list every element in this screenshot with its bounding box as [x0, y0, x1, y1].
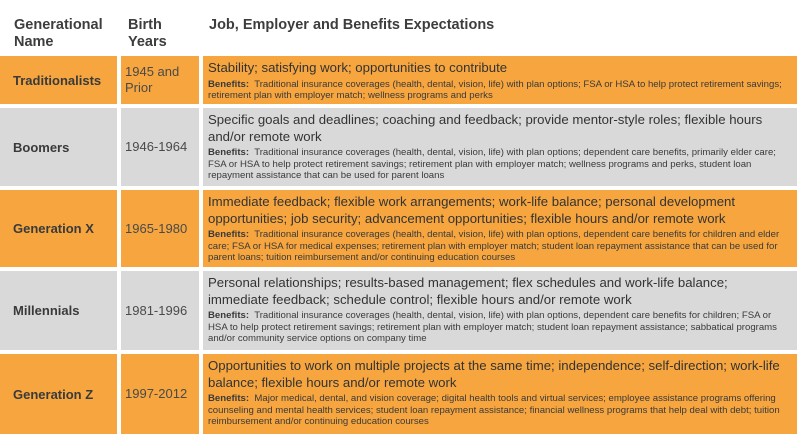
generation-name: Boomers — [0, 108, 117, 186]
birth-years: 1997-2012 — [121, 354, 199, 434]
benefits-text — [208, 79, 791, 102]
benefits-label: Benefits: — [208, 78, 250, 90]
benefits-label: Benefits: — [208, 310, 250, 321]
header-birth-years: Birth Years — [128, 17, 167, 50]
birth-years: 1965-1980 — [121, 190, 199, 267]
table-row-traditionalists — [0, 56, 797, 104]
expectations-text: Opportunities to work on multiple projects at the same time; independence; self-direction; work-life balance; flexible hours and/or remote work — [208, 358, 780, 390]
table-row-generation-x — [0, 190, 797, 267]
benefits-text — [208, 310, 791, 345]
benefits-label: Benefits: — [208, 229, 250, 240]
birth-years: 1946-1964 — [121, 108, 199, 186]
benefits-detail: Traditional insurance coverages (health, dental, vision, life) with plan options, dependent care benefits for children; FSA or HSA to help protect retirement savings; retirement plan with employer match; student loan repayment assistance; sabbatical programs and/or community service options on company time — [208, 310, 777, 345]
table-row-boomers — [0, 108, 797, 186]
benefits-detail: Major medical, dental, and vision coverage; digital health tools and virtual services; employee assistance programs offering counseling and mental health services; student loan repayment assistance; financial wellness programs that help deal with debt; tuition reimbursement and/or continuing education courses — [208, 393, 780, 428]
header-generational-name: Generational Name — [14, 17, 103, 50]
benefits-label: Benefits: — [208, 147, 250, 158]
generation-name: Millennials — [0, 271, 117, 350]
benefits-text — [208, 393, 791, 428]
birth-years: 1981-1996 — [121, 271, 199, 350]
benefits-label: Benefits: — [208, 393, 250, 404]
benefits-detail: Traditional insurance coverages (health, dental, vision, life) with plan options; FSA or HSA to help protect retirement savings; retirement plan with employer match; wellness programs and perks — [208, 78, 782, 102]
header-expectations: Job, Employer and Benefits Expectations — [209, 17, 495, 33]
generation-name: Generation X — [0, 190, 117, 267]
expectations-text: Immediate feedback; flexible work arrangements; work-life balance; personal development opportunities; job security; advancement opportunities; flexible hours and/or remote work — [208, 194, 736, 226]
expectations-cell — [203, 108, 797, 186]
benefits-text — [208, 229, 791, 264]
table-header — [0, 0, 800, 52]
birth-years: 1945 and Prior — [121, 56, 199, 104]
table-row-millennials — [0, 271, 797, 350]
expectations-cell — [203, 56, 797, 104]
generation-name: Generation Z — [0, 354, 117, 434]
expectations-text: Personal relationships; results-based management; flex schedules and work-life balance; immediate feedback; schedule control; flexible hours and/or remote work — [208, 275, 728, 307]
table-row-generation-z — [0, 354, 797, 434]
expectations-text: Specific goals and deadlines; coaching and feedback; provide mentor-style roles; flexible hours and/or remote work — [208, 112, 763, 144]
benefits-detail: Traditional insurance coverages (health, dental, vision, life) with plan options; dependent care benefits, primarily elder care; FSA or HSA to help protect retirement savings; retirement plan with employer match; wellness programs and perks, student loan repayment assistance that can be used for parent loans — [208, 147, 776, 182]
benefits-detail: Traditional insurance coverages (health, dental, vision, life) with plan options, dependent care benefits for children and elder care; FSA or HSA for medical expenses; retirement plan with employer match; student loan repayment assistance that can be used for parent loans; tuition reimbursement and/or continuing education courses — [208, 229, 780, 264]
benefits-text — [208, 147, 791, 182]
expectations-cell — [203, 271, 797, 350]
generation-name: Traditionalists — [0, 56, 117, 104]
expectations-text: Stability; satisfying work; opportunities to contribute — [208, 60, 508, 75]
expectations-cell — [203, 190, 797, 267]
expectations-cell — [203, 354, 797, 434]
